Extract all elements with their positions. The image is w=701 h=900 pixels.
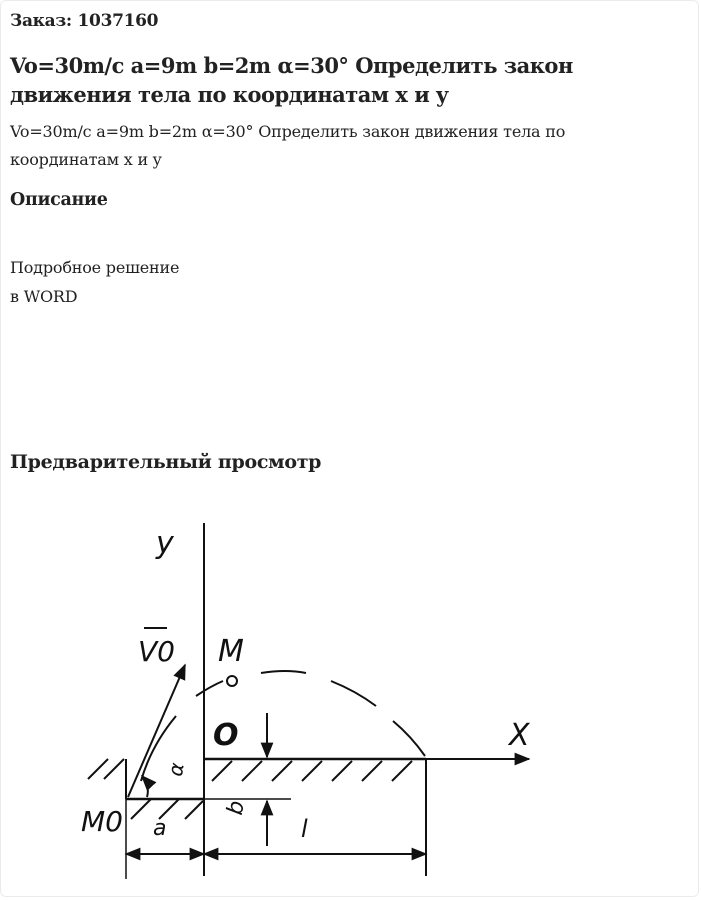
description-line-1: Подробное решение [10, 258, 180, 277]
preview-heading: Предварительный просмотр [10, 451, 322, 473]
description-text [10, 253, 179, 311]
alpha-label: α [162, 760, 189, 778]
task-summary: Vo=30m/c a=9m b=2m α=30° Определить закон движения тела по координатам x и y [10, 122, 566, 169]
preview-figure [61, 506, 561, 886]
page-title: Vo=30m/c a=9m b=2m α=30° Определить закон движения тела по координатам x и y [10, 53, 573, 107]
order-number: Заказ: 1037160 [10, 11, 159, 31]
description-heading: Описание [10, 190, 108, 210]
v0-vector [128, 665, 185, 797]
x-axis-label: X [509, 718, 530, 753]
origin-label: O [213, 718, 239, 753]
y-axis-label: y [156, 526, 174, 561]
description-line-2: в WORD [10, 287, 78, 306]
l-label: l [301, 815, 308, 843]
mechanics-diagram [61, 506, 561, 886]
alpha-angle-arc [142, 776, 148, 797]
v0-label: V0 [138, 635, 175, 668]
point-m-label: M [218, 634, 244, 669]
b-label: b [222, 798, 250, 817]
lower-hatching [131, 799, 203, 819]
upper-hatching [212, 761, 412, 781]
point-m0-label: M0 [81, 805, 123, 838]
a-label: a [153, 816, 167, 841]
point-m-marker [227, 676, 237, 686]
